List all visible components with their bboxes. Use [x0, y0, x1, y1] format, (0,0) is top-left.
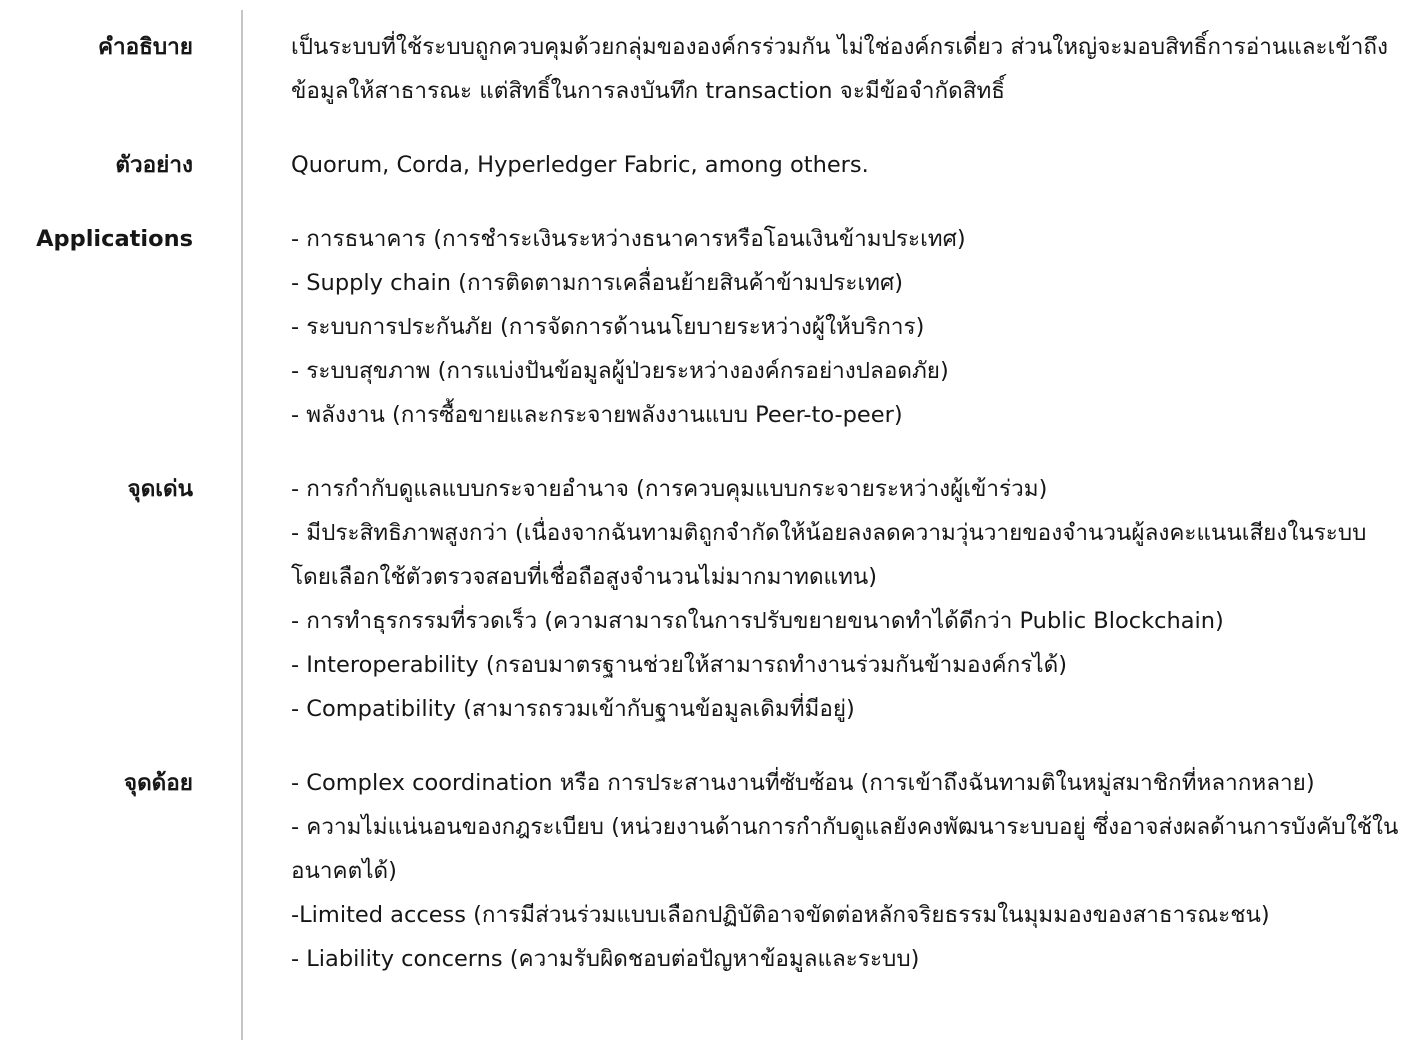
row-applications: [0, 202, 1426, 452]
row-content-example: [243, 128, 1426, 202]
description-text: เป็นระบบที่ใช้ระบบถูกควบคุมด้วยกลุ่มขององค์กรร่วมกัน ไม่ใช่องค์กรเดี่ยว ส่วนใหญ่จะมอบสิทธิ์การอ่านและเข้าถึงข้อมูลให้สาธารณะ แต่สิทธิ์ในการลงบันทึก transaction จะมีข้อจำกัดสิทธิ์: [291, 34, 1388, 104]
list-item: - การธนาคาร (การชำระเงินระหว่างธนาคารหรือโอนเงินข้ามประเทศ): [291, 226, 966, 252]
row-label-applications: Applications: [36, 226, 193, 252]
list-item: - Interoperability (กรอบมาตรฐานช่วยให้สามารถทำงานร่วมกันข้ามองค์กรได้): [291, 652, 1067, 678]
list-item: - พลังงาน (การซื้อขายและกระจายพลังงานแบบ Peer-to-peer): [291, 402, 903, 428]
list-item: - ระบบสุขภาพ (การแบ่งปันข้อมูลผู้ป่วยระหว่างองค์กรอย่างปลอดภัย): [291, 358, 949, 384]
row-content-strengths: [243, 452, 1426, 746]
row-label-weaknesses: จุดด้อย: [123, 770, 193, 796]
list-item: -Limited access (การมีส่วนร่วมแบบเลือกปฏิบัติอาจขัดต่อหลักจริยธรรมในมุมมองของสาธารณะชน): [291, 902, 1270, 928]
list-item: - การกำกับดูแลแบบกระจายอำนาจ (การควบคุมแบบกระจายระหว่างผู้เข้าร่วม): [291, 476, 1048, 502]
row-label-description: คำอธิบาย: [97, 34, 193, 60]
example-text: Quorum, Corda, Hyperledger Fabric, among others.: [291, 152, 869, 178]
list-item: - ระบบการประกันภัย (การจัดการด้านนโยบายระหว่างผู้ให้บริการ): [291, 314, 925, 340]
row-description: [0, 10, 1426, 128]
list-item: - การทำธุรกรรมที่รวดเร็ว (ความสามารถในการปรับขยายขนาดทำได้ดีกว่า Public Blockchain): [291, 608, 1224, 634]
list-item: - Complex coordination หรือ การประสานงานที่ซับซ้อน (การเข้าถึงฉันทามติในหมู่สมาชิกที่หลากหลาย): [291, 770, 1315, 796]
list-item: - Compatibility (สามารถรวมเข้ากับฐานข้อมูลเดิมที่มีอยู่): [291, 696, 855, 722]
row-example: [0, 128, 1426, 202]
row-weaknesses: [0, 746, 1426, 1040]
row-content-applications: [243, 202, 1426, 452]
list-item: - Liability concerns (ความรับผิดชอบต่อปัญหาข้อมูลและระบบ): [291, 946, 920, 972]
row-content-description: [243, 10, 1426, 128]
list-item: - Supply chain (การติดตามการเคลื่อนย้ายสินค้าข้ามประเทศ): [291, 270, 904, 296]
row-strengths: [0, 452, 1426, 746]
list-item: - มีประสิทธิภาพสูงกว่า (เนื่องจากฉันทามติถูกจำกัดให้น้อยลงลดความวุ่นวายของจำนวนผู้ลงคะแนนเสียงในระบบโดยเลือกใช้ตัวตรวจสอบที่เชื่อถือสูงจำนวนไม่มากมาทดแทน): [291, 520, 1367, 590]
list-item: - ความไม่แน่นอนของกฎระเบียบ (หน่วยงานด้านการกำกับดูแลยังคงพัฒนาระบบอยู่ ซึ่งอาจส่งผลด้านการบังคับใช้ในอนาคตได้): [291, 814, 1399, 884]
row-content-weaknesses: [243, 746, 1426, 1040]
row-label-example: ตัวอย่าง: [115, 152, 193, 178]
row-label-strengths: จุดเด่น: [127, 476, 193, 502]
comparison-table: [0, 10, 1426, 1040]
